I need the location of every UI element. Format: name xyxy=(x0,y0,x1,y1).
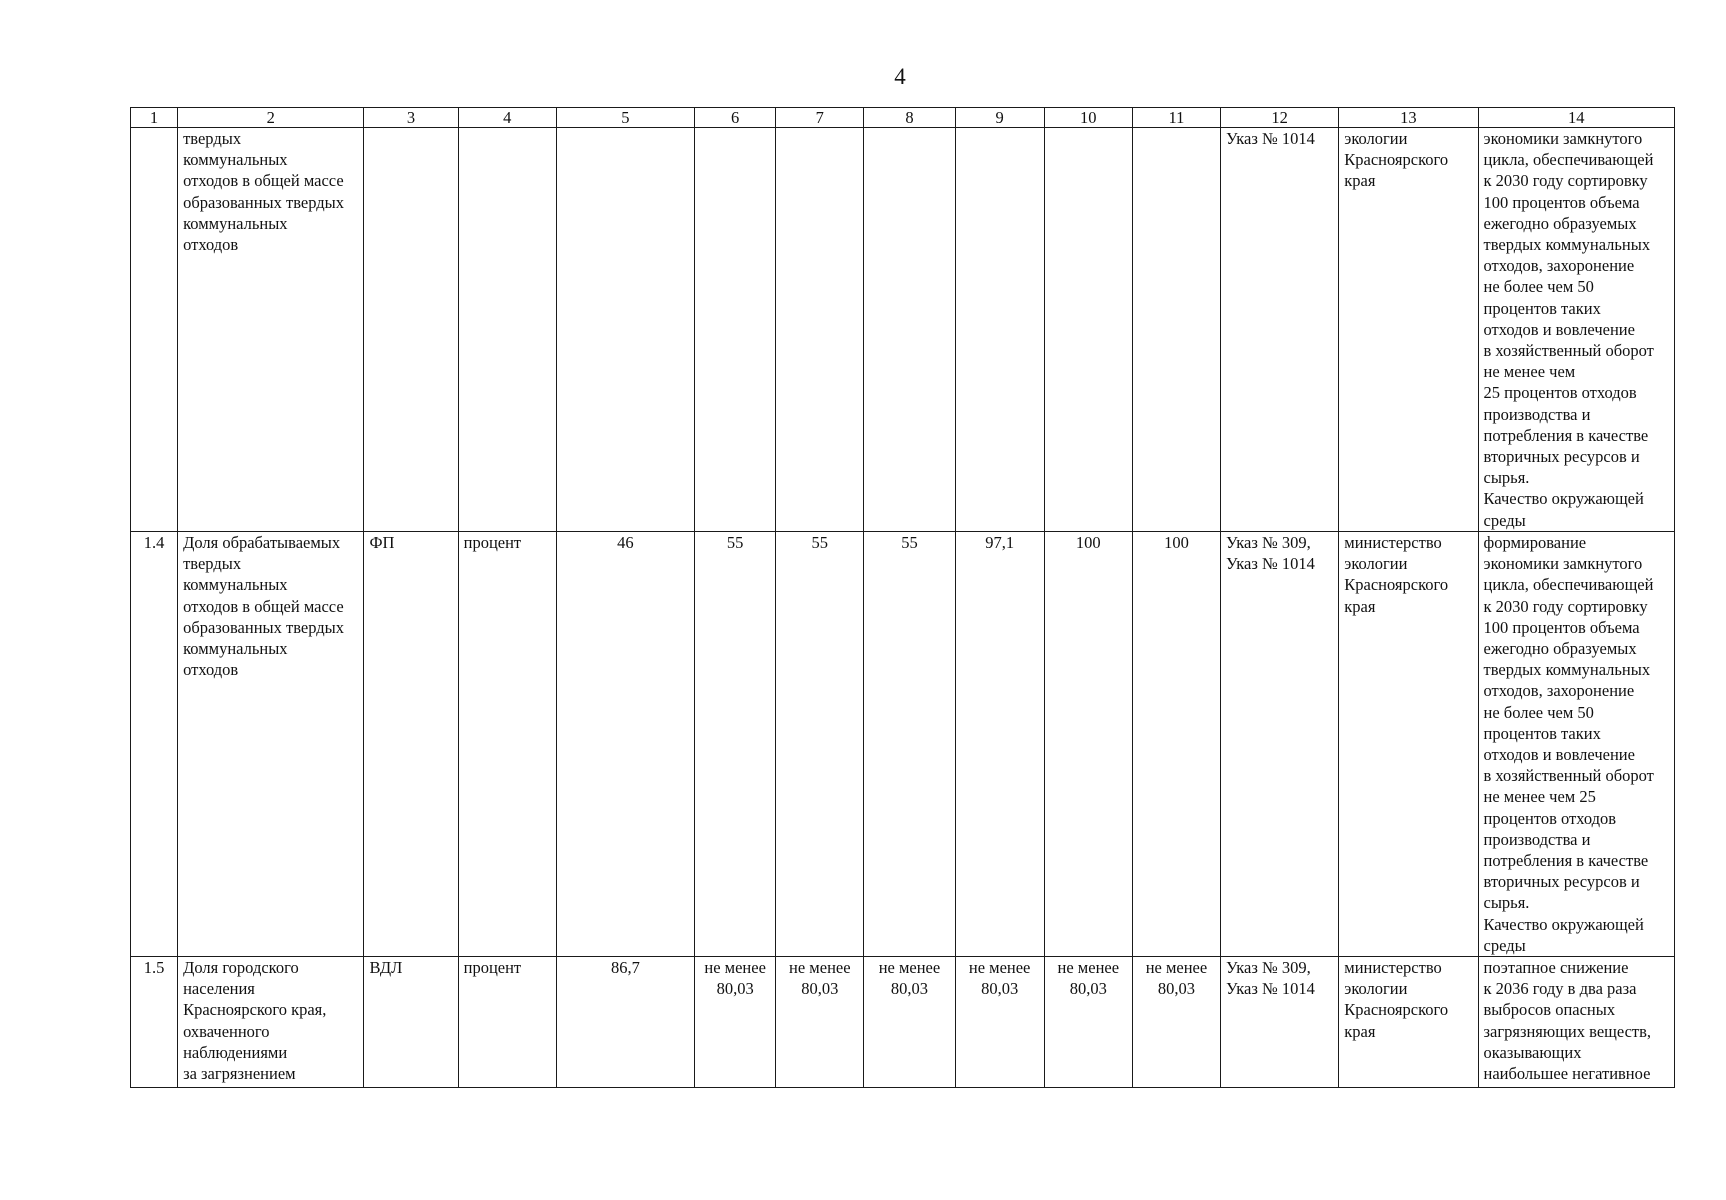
value-col-11 xyxy=(1132,128,1220,532)
column-header-6: 6 xyxy=(695,108,776,128)
column-header-3: 3 xyxy=(364,108,458,128)
column-header-10: 10 xyxy=(1044,108,1132,128)
column-header-9: 9 xyxy=(955,108,1044,128)
value-col-7 xyxy=(776,128,864,532)
national-goal: экономики замкнутого цикла, обеспечивающей к 2030 году сортировку 100 процентов объема ежегодно образуемых твердых коммунальных отходов, захоронение не более чем 50 процентов таких отходов и вовлечение в хозяйственный оборот не менее чем 25 процентов отходов производства и потребления в качестве вторичных ресурсов и сырья. Качество окружающей среды xyxy=(1478,128,1674,532)
indicator-type: ФП xyxy=(364,532,458,957)
indicators-table xyxy=(130,107,1675,1088)
unit xyxy=(458,128,556,532)
value-col-5: 46 xyxy=(556,532,694,957)
value-col-7: не менее 80,03 xyxy=(776,957,864,1088)
value-col-6 xyxy=(695,128,776,532)
table-row-continuation xyxy=(131,128,1675,532)
value-col-5: 86,7 xyxy=(556,957,694,1088)
column-header-7: 7 xyxy=(776,108,864,128)
value-col-8: 55 xyxy=(864,532,955,957)
value-col-10: не менее 80,03 xyxy=(1044,957,1132,1088)
value-col-10 xyxy=(1044,128,1132,532)
indicator-type xyxy=(364,128,458,532)
indicator-name: Доля городского населения Красноярского края, охваченного наблюдениями за загрязнением xyxy=(178,957,364,1088)
value-col-9: не менее 80,03 xyxy=(955,957,1044,1088)
column-header-13: 13 xyxy=(1339,108,1478,128)
indicator-name: твердых коммунальных отходов в общей массе образованных твердых коммунальных отходов xyxy=(178,128,364,532)
column-header-4: 4 xyxy=(458,108,556,128)
responsible-body: экологии Красноярского края xyxy=(1339,128,1478,532)
value-col-6: 55 xyxy=(695,532,776,957)
row-number: 1.4 xyxy=(131,532,178,957)
decree-reference: Указ № 309, Указ № 1014 xyxy=(1221,957,1339,1088)
value-col-10: 100 xyxy=(1044,532,1132,957)
value-col-5 xyxy=(556,128,694,532)
row-number: 1.5 xyxy=(131,957,178,1088)
indicator-type: ВДЛ xyxy=(364,957,458,1088)
decree-reference: Указ № 1014 xyxy=(1221,128,1339,532)
table-row-1-5 xyxy=(131,957,1675,1088)
column-header-8: 8 xyxy=(864,108,955,128)
indicator-name: Доля обрабатываемых твердых коммунальных отходов в общей массе образованных твердых коммунальных отходов xyxy=(178,532,364,957)
value-col-11: 100 xyxy=(1132,532,1220,957)
value-col-8: не менее 80,03 xyxy=(864,957,955,1088)
national-goal: поэтапное снижение к 2036 году в два раза выбросов опасных загрязняющих веществ, оказывающих наибольшее негативное xyxy=(1478,957,1674,1088)
value-col-7: 55 xyxy=(776,532,864,957)
value-col-11: не менее 80,03 xyxy=(1132,957,1220,1088)
column-header-5: 5 xyxy=(556,108,694,128)
column-header-2: 2 xyxy=(178,108,364,128)
column-header-14: 14 xyxy=(1478,108,1674,128)
national-goal: формирование экономики замкнутого цикла, обеспечивающей к 2030 году сортировку 100 процентов объема ежегодно образуемых твердых коммунальных отходов, захоронение не более чем 50 процентов таких отходов и вовлечение в хозяйственный оборот не менее чем 25 процентов отходов производства и потребления в качестве вторичных ресурсов и сырья. Качество окружающей среды xyxy=(1478,532,1674,957)
column-header-12: 12 xyxy=(1221,108,1339,128)
page-number: 4 xyxy=(894,64,906,89)
column-header-11: 11 xyxy=(1132,108,1220,128)
decree-reference: Указ № 309, Указ № 1014 xyxy=(1221,532,1339,957)
value-col-8 xyxy=(864,128,955,532)
row-number xyxy=(131,128,178,532)
column-header-1: 1 xyxy=(131,108,178,128)
value-col-6: не менее 80,03 xyxy=(695,957,776,1088)
table-row-1-4 xyxy=(131,532,1675,957)
column-number-row xyxy=(131,108,1675,128)
responsible-body: министерство экологии Красноярского края xyxy=(1339,532,1478,957)
unit: процент xyxy=(458,532,556,957)
value-col-9: 97,1 xyxy=(955,532,1044,957)
value-col-9 xyxy=(955,128,1044,532)
unit: процент xyxy=(458,957,556,1088)
responsible-body: министерство экологии Красноярского края xyxy=(1339,957,1478,1088)
